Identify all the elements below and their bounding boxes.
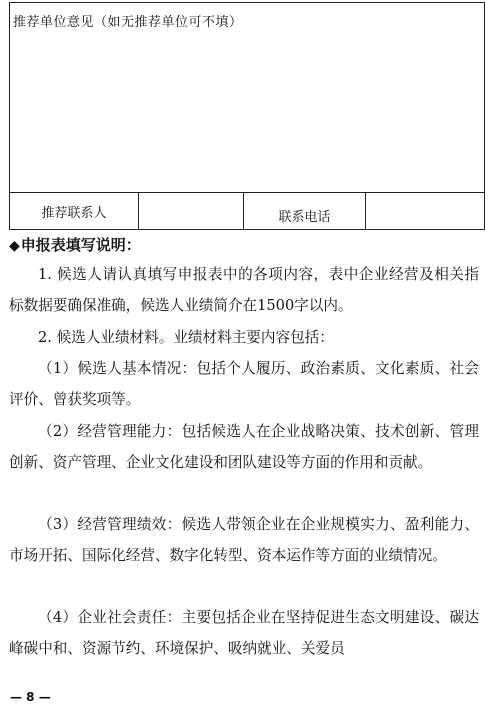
instructions-heading bbox=[9, 234, 141, 255]
phone-label: 联系电话 bbox=[244, 193, 366, 229]
diamond-bullet-icon: ◆ bbox=[9, 238, 20, 254]
contact-person-field[interactable] bbox=[139, 193, 244, 229]
page-number: — 8 — bbox=[10, 690, 51, 704]
recommendation-form-table bbox=[9, 2, 485, 230]
instruction-paragraph-social-responsibility: （4）企业社会责任：主要包括企业在坚持促进生态文明建设、碳达峰碳中和、资源节约、环境保护、吸纳就业、关爱员 bbox=[9, 609, 479, 658]
recommending-unit-opinion-label: 推荐单位意见（如无推荐单位可不填） bbox=[13, 15, 243, 30]
instruction-paragraph-performance: （3）经营管理绩效：候选人带领企业在企业规模实力、盈利能力、市场开拓、国际化经营、数字化转型、资本运作等方面的业绩情况。 bbox=[9, 516, 479, 565]
phone-field[interactable] bbox=[366, 193, 484, 229]
instruction-paragraph-2: 2. 候选人业绩材料。业绩材料主要内容包括： bbox=[38, 329, 334, 346]
instruction-paragraph-basic-info: （1）候选人基本情况：包括个人履历、政治素质、文化素质、社会评价、曾获奖项等。 bbox=[9, 360, 479, 409]
instruction-paragraph-management-ability: （2）经营管理能力：包括候选人在企业战略决策、技术创新、管理创新、资产管理、企业文化建设和团队建设等方面的作用和贡献。 bbox=[9, 423, 479, 472]
instructions-heading-text: 申报表填写说明： bbox=[20, 236, 141, 254]
contact-row bbox=[10, 193, 484, 229]
contact-person-label: 推荐联系人 bbox=[10, 193, 139, 229]
recommending-unit-opinion-box bbox=[10, 3, 484, 193]
instruction-paragraph-1: 1. 候选人请认真填写申报表中的各项内容，表中企业经营及相关指标数据要确保准确，候选人业绩简介在1500字以内。 bbox=[9, 266, 479, 315]
